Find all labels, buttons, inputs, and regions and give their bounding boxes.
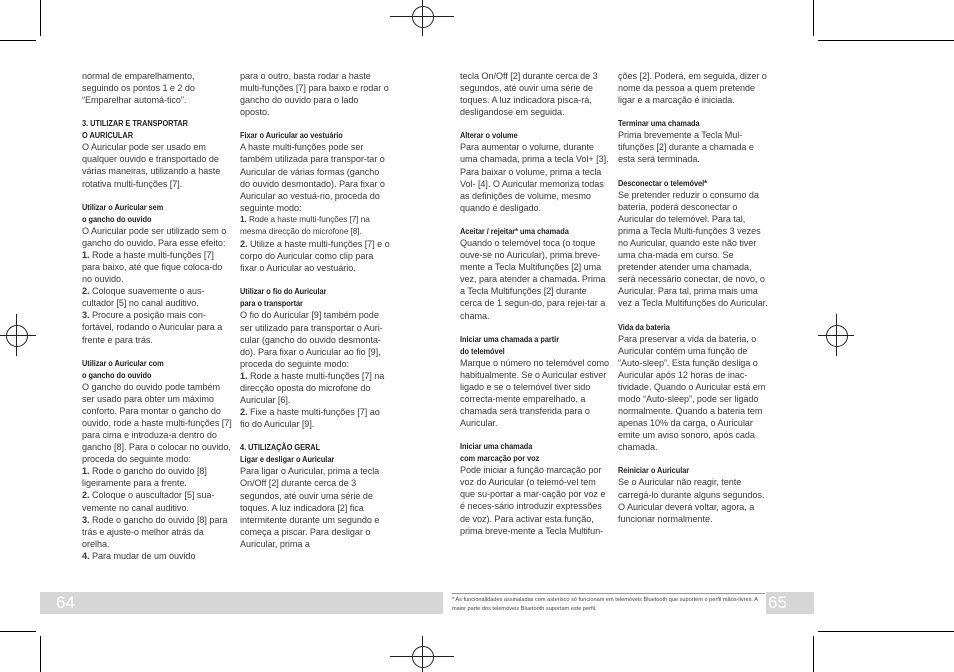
paragraph: para o outro, basta rodar a haste multi-funções [7] para baixo e rodar o gancho do ouvido para o lado oposto. bbox=[240, 71, 389, 118]
step-text: Rode a haste multi-funções [7] na direcção oposta do microfone do Auricular [6]. bbox=[240, 370, 385, 406]
crop-mark bbox=[813, 636, 814, 672]
section-heading: Utilizar o Auricular sem bbox=[82, 201, 164, 212]
section-heading: Aceitar / rejeitar* uma chamada bbox=[460, 225, 569, 236]
text-column-4 bbox=[618, 70, 768, 536]
paragraph: O Auricular pode ser usado em qualquer ouvido e transportado de várias maneiras, utilizando a haste rotativa multi-funções [7]. bbox=[82, 142, 221, 189]
footnote-rule bbox=[452, 593, 765, 594]
step-text: Procure a posição mais con-fortável, rodando o Auricular para a frente e para trás. bbox=[82, 310, 223, 345]
registration-line bbox=[422, 0, 423, 36]
section-heading: Vida da bateria bbox=[618, 321, 670, 332]
page-number-right: 65 bbox=[768, 593, 787, 612]
step-item bbox=[82, 465, 232, 489]
step-text: Rode a haste multi-funções [7] para baixo, até que fique coloca-do no ouvido. bbox=[82, 249, 223, 285]
section-heading: 3. UTILIZAR E TRANSPORTAR bbox=[82, 118, 188, 129]
section-heading: Utilizar o fio do Auricular bbox=[240, 286, 327, 297]
step-item bbox=[240, 238, 390, 274]
section-heading: do telemóvel bbox=[460, 345, 505, 356]
paragraph: Para aumentar o volume, durante uma chamada, prima a tecla Vol+ [3]. Para baixar o volume, prima a tecla Vol- [4]. O Auricular memoriza todas as definições de volume, mesmo quando é desligado. bbox=[460, 142, 609, 213]
paragraph: tecla On/Off [2] durante cerca de 3 segundos, até ouvir uma série de toques. A luz indicadora pisca-rá, desligandose em seguida. bbox=[460, 71, 598, 118]
paragraph: Para preservar a vida da bateria, o Auricular contém uma função de “Auto-sleep”. Esta função desliga o Auricular após 12 horas de inac-tividade. Quando o Auricular está em modo “Auto-sleep”, pode ser ligado normalmente. Quando a bateria tem apenas 10% da carga, o Auricular emite um aviso sonoro, após cada chamada. bbox=[618, 333, 766, 453]
section-heading: Fixar o Auricular ao vestuário bbox=[240, 130, 343, 141]
step-item bbox=[82, 514, 232, 550]
step-item bbox=[240, 214, 390, 238]
registration-mark bbox=[412, 6, 434, 28]
section-heading: o gancho do ouvido bbox=[82, 369, 152, 380]
section-heading: O AURICULAR bbox=[82, 130, 133, 141]
text-column-2 bbox=[240, 70, 390, 561]
step-item bbox=[240, 370, 390, 406]
step-text: Rode o gancho do ouvido [8] para trás e ajuste-o melhor atrás da orelha. bbox=[82, 514, 228, 549]
paragraph: Marque o número no telemóvel como habitualmente. Se o Auricular estiver ligado e se o telemóvel tiver sido correcta-mente emparelhado, a chamada será transferida para o Auricular. bbox=[460, 357, 609, 429]
paragraph: Para ligar o Auricular, prima a tecla On/Off [2] durante cerca de 3 segundos, até ouvir uma série de toques. A luz indicadora [2] fica intermitente durante um segundo e começa a piscar. Para desligar o Auricular, prima a bbox=[240, 466, 380, 549]
step-text: Coloque o auscultador [5] sua-vemente no canal auditivo. bbox=[82, 490, 215, 513]
step-number: 1. bbox=[82, 466, 90, 477]
paragraph: A haste multi-funções pode ser também utilizada para transpor-tar o Auricular de várias formas (gancho do ouvido desmontado). Para fixar o Auricular ao vestuá-rio, proceda do seguinte modo: bbox=[240, 142, 385, 213]
step-number: 1. bbox=[240, 370, 248, 381]
paragraph: ções [2]. Poderá, em seguida, dizer o nome da pessoa a quem pretende ligar e a marcação é iniciada. bbox=[618, 71, 767, 106]
step-number: 1. bbox=[240, 214, 247, 224]
step-number: 3. bbox=[82, 310, 90, 321]
section-heading: Ligar e desligar o Auricular bbox=[240, 454, 335, 465]
registration-line bbox=[0, 335, 36, 336]
step-text: Rode a haste multi-funções [7] na mesma direcção do microfone [8]. bbox=[240, 214, 370, 237]
crop-mark bbox=[40, 0, 41, 36]
section-heading: Alterar o volume bbox=[460, 130, 518, 141]
registration-mark bbox=[6, 325, 28, 347]
section-heading: para o transportar bbox=[240, 298, 303, 309]
section-heading: Desconectar o telemóvel* bbox=[618, 177, 707, 188]
footer-bar-left bbox=[40, 592, 443, 614]
step-text: Para mudar de um ouvido bbox=[89, 550, 196, 561]
paragraph: Se o Auricular não reagir, tente carregá-lo durante alguns segundos. O Auricular deverá voltar, agora, a funcionar normalmente. bbox=[618, 477, 765, 524]
paragraph: O fio do Auricular [9] também pode ser utilizado para transportar o Auri-cular (gancho do ouvido desmonta-do). Para fixar o Auricular ao fio [9], proceda do seguinte modo: bbox=[240, 310, 383, 369]
registration-line bbox=[16, 314, 17, 356]
paragraph: Pode iniciar a função marcação por voz do Auricular (o telemó-vel tem que su-portar a mar-cação por voz e é neces-sário introduzir expressões de voz). Para activar esta função, prima breve-mente a Tecla Multifun- bbox=[460, 465, 606, 536]
paragraph: Quando o telemóvel toca (o toque ouve-se no Auricular), prima breve-mente a Tecla Multifunções [2] uma vez, para atender a chamada. Prima a Tecla Multifunções [2] durante cerca de 1 segun-do, para rejei-tar a chama. bbox=[460, 237, 606, 321]
step-number: 2. bbox=[82, 490, 90, 501]
step-number: 3. bbox=[82, 514, 90, 525]
registration-line bbox=[836, 314, 837, 356]
paragraph: Prima brevemente a Tecla Mul-tifunções [2] durante a chamada e esta será terminada. bbox=[618, 130, 754, 165]
text-column-3 bbox=[460, 70, 610, 548]
section-heading: 4. UTILIZAÇÃO GERAL bbox=[240, 442, 321, 453]
registration-mark bbox=[826, 325, 848, 347]
crop-mark bbox=[818, 631, 954, 632]
step-number: 2. bbox=[240, 407, 248, 418]
step-number: 1. bbox=[82, 249, 90, 260]
step-item bbox=[82, 309, 232, 345]
paragraph: O Auricular pode ser utilizado sem o gancho do ouvido. Para esse efeito: bbox=[82, 225, 227, 248]
step-item bbox=[240, 406, 390, 430]
paragraph: O gancho do ouvido pode também ser usado para obter um máximo conforto. Para montar o gancho do ouvido, rode a haste multi-funções [7] para cima e introduza-a dentro do gancho [8]. Para o colocar no ouvido, proceda do seguinte modo: bbox=[82, 381, 232, 465]
crop-mark bbox=[0, 631, 36, 632]
section-heading: o gancho do ouvido bbox=[82, 213, 152, 224]
step-item bbox=[82, 285, 232, 309]
step-item bbox=[82, 249, 232, 285]
section-heading: Iniciar uma chamada bbox=[460, 441, 533, 452]
paragraph: normal de emparelhamento, seguindo os pontos 1 e 2 do “Emparelhar automá-tico”. bbox=[82, 71, 195, 106]
text-column-1 bbox=[82, 70, 232, 573]
step-item bbox=[82, 550, 232, 562]
step-text: Utilize a haste multi-funções [7] e o corpo do Auricular como clip para fixar o Auricular ao vestuário. bbox=[240, 239, 390, 274]
crop-mark bbox=[813, 0, 814, 36]
step-text: Coloque suavemente o aus-cultador [5] no canal auditivo. bbox=[82, 286, 205, 309]
section-heading: Iniciar uma chamada a partir bbox=[460, 333, 560, 344]
step-item bbox=[82, 489, 232, 513]
page-number-left: 64 bbox=[56, 593, 75, 612]
section-heading: Terminar uma chamada bbox=[618, 118, 700, 129]
footnote: * As funcionalidades assinaladas com asterisco só funcionam em telemóveis Bluetooth que suportem o perfil mãos-livres. A maior parte dos telemóveis Bluetooth suportam este perfil. bbox=[452, 597, 758, 612]
step-number: 2. bbox=[82, 286, 90, 297]
section-heading: com marcação por voz bbox=[460, 453, 540, 464]
step-text: Fixe a haste multi-funções [7] ao fio do Auricular [9]. bbox=[240, 407, 380, 430]
step-number: 2. bbox=[240, 239, 248, 250]
crop-mark bbox=[818, 40, 954, 41]
step-text: Rode o gancho do ouvido [8] ligeiramente para a frente. bbox=[82, 466, 207, 489]
section-heading: Reiniciar o Auricular bbox=[618, 465, 690, 476]
step-number: 4. bbox=[82, 550, 90, 561]
crop-mark bbox=[40, 636, 41, 672]
registration-line bbox=[422, 636, 423, 672]
registration-mark bbox=[412, 646, 434, 668]
paragraph: Se pretender reduzir o consumo da bateria, poderá desconectar o Auricular do telemóvel. Para tal, prima a Tecla Multi-funções 3 vezes no Auricular, quando este não tiver uma cha-mada em curso. Se pretender atender uma chamada, será necessário conectar, de novo, o Auricular. Para tal, prima mais uma vez a Tecla Multifunções do Auricular. bbox=[618, 189, 768, 309]
section-heading: Utilizar o Auricular com bbox=[82, 357, 164, 368]
crop-mark bbox=[0, 40, 36, 41]
